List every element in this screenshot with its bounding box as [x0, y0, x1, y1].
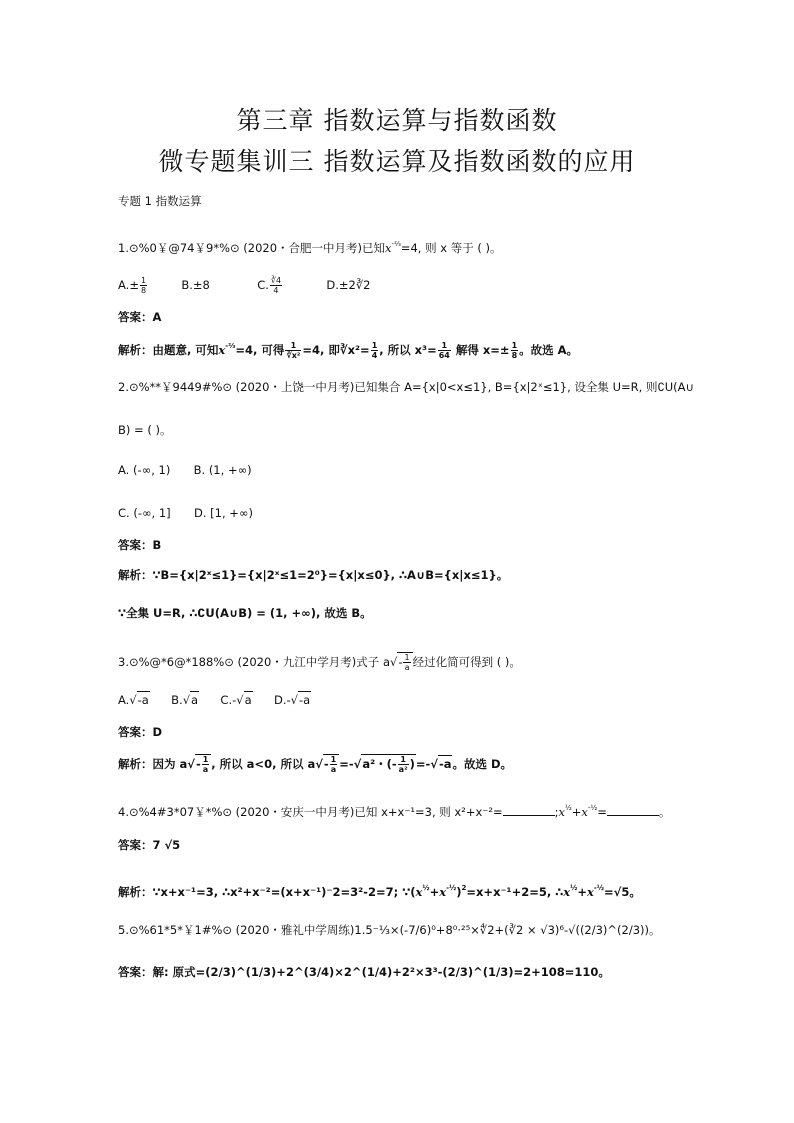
question-source: (2020・九江中学月考) [237, 655, 357, 669]
question-source: (2020・上饶一中月考) [235, 380, 355, 394]
analysis-3: 解析：因为 a√- $\frac{1}{a}$ , 所以 a<0, 所以 a√- $\frac{1}{a}$ =-√a²・(- $\frac{1}{\text{a²}}$ )=-√-a。故选 D。 [118, 755, 513, 774]
answer-2: 答案：B [118, 538, 162, 552]
analysis-4: 解析：∵x+x⁻¹=3, ∴x²+x⁻²=(x+x⁻¹)⁻2=3²-2=7; $\because(x^{\frac{1}{2}}+x^{-\frac{1}{2}})^2=x+x^{-1}+2=5$, $\therefore x^{\frac{1}{2}}+x^{-\frac{1}{2}}=√5$。 [118, 884, 641, 899]
question-code: ⊙%4#3*07￥*%⊙ [128, 805, 233, 819]
answer-blank-1[interactable] [503, 805, 555, 816]
question-3: 3.⊙%@*6@*188%⊙ (2020・九江中学月考)式子 a√- $\frac{1}{a}$ 经过化简可得到 ( )。 [118, 653, 521, 672]
option-c[interactable]: C.-√a [220, 693, 252, 707]
analysis-2-line2: ∵全集 U=R, ∴∁U(A∪B) = (1, +∞), 故选 B。 [118, 606, 372, 620]
question-source: (2020・合肥一中月考) [243, 241, 363, 255]
answer-blank-2[interactable] [607, 805, 659, 816]
option-d[interactable]: D.±2∛2 [326, 278, 371, 292]
answer-4: 答案：7 √5 [118, 838, 181, 852]
question-code: ⊙%0￥@74￥9*%⊙ [128, 241, 240, 255]
question-1-options [118, 276, 371, 295]
option-b[interactable]: B. (1, +∞) [193, 463, 252, 477]
question-3-options [118, 691, 311, 708]
option-a[interactable]: A.√-a [118, 693, 149, 707]
option-b[interactable]: B.±8 [181, 278, 210, 292]
option-c[interactable]: C. $\frac{∛4}{4}$ [257, 276, 282, 295]
question-source: (2020・雅礼中学周练) [235, 923, 355, 937]
question-1: 1.⊙%0￥@74￥9*%⊙ (2020・合肥一中月考)已知$x^{-\frac{2}{3}}=4$, 则 x 等于 ( )。 [118, 240, 502, 255]
question-source: (2020・安庆一中月考) [235, 805, 355, 819]
topic-heading: 专题 1 指数运算 [118, 194, 202, 208]
question-code: ⊙%@*6@*188%⊙ [128, 655, 234, 669]
question-2-options-row2 [118, 505, 253, 521]
question-5: 5.⊙%61*5*￥1#%⊙ (2020・雅礼中学周练)1.5⁻⅓×(-7/6)⁰+8⁰·²⁵×∜2+(∛2 × √3)⁶-√((2/3)^(2/3))。 [118, 923, 661, 937]
answer-3: 答案：D [118, 725, 163, 739]
analysis-2-line1: 解析：∵B={x|2ˣ≤1}={x|2ˣ≤1=2⁰}={x|x≤0}, ∴A∪B={x|x≤1}。 [118, 568, 509, 582]
answer-1: 答案：A [118, 310, 162, 324]
chapter-title: 第三章 指数运算与指数函数 [236, 106, 558, 135]
question-2-cont: B) = ( )。 [118, 423, 172, 437]
question-4: 4.⊙%4#3*07￥*%⊙ (2020・安庆一中月考)已知 x+x⁻¹=3, 则 $x^2+x^{-2}= ;x^{\frac{1}{2}}+x^{-\frac{1}{2}}=$ 。 [118, 804, 671, 819]
analysis-1: 解析：由题意, 可知$x^{-\frac{2}{3}}=4$, 可得 $\frac{1}{\text{∛x²}}$ =4, 即∛x²= $\frac{1}{4}$ , 所以 x³= $\frac{1}{64}$ 解得 x=± $\frac{1}{8}$ 。故选 A。 [118, 341, 579, 360]
question-2-options-row1 [118, 462, 252, 478]
answer-5: 答案：解: 原式=(2/3)^(1/3)+2^(3/4)×2^(1/4)+2²×3³-(2/3)^(1/3)=2+108=110。 [118, 965, 610, 979]
option-b[interactable]: B.√a [171, 693, 199, 707]
option-d[interactable]: D. [1, +∞) [193, 506, 253, 520]
question-2: 2.⊙%**￥9449#%⊙ (2020・上饶一中月考)已知集合 A={x|0<x≤1}, B={x|2ˣ≤1}, 设全集 U=R, 则∁U(A∪ [118, 380, 694, 394]
question-code: ⊙%**￥9449#%⊙ [128, 380, 233, 394]
option-a[interactable]: A. (-∞, 1) [118, 463, 171, 477]
question-code: ⊙%61*5*￥1#%⊙ [128, 923, 233, 937]
option-a[interactable]: A.± $\frac{1}{8}$ [118, 276, 147, 295]
option-d[interactable]: D.-√-a [273, 693, 311, 707]
question-5-expression: 1.5⁻⅓×(-7/6)⁰+8⁰·²⁵×∜2+(∛2 × √3)⁶-√((2/3)^(2/3))。 [354, 923, 661, 937]
option-c[interactable]: C. (-∞, 1] [118, 506, 171, 520]
section-title: 微专题集训三 指数运算及指数函数的应用 [158, 147, 636, 176]
